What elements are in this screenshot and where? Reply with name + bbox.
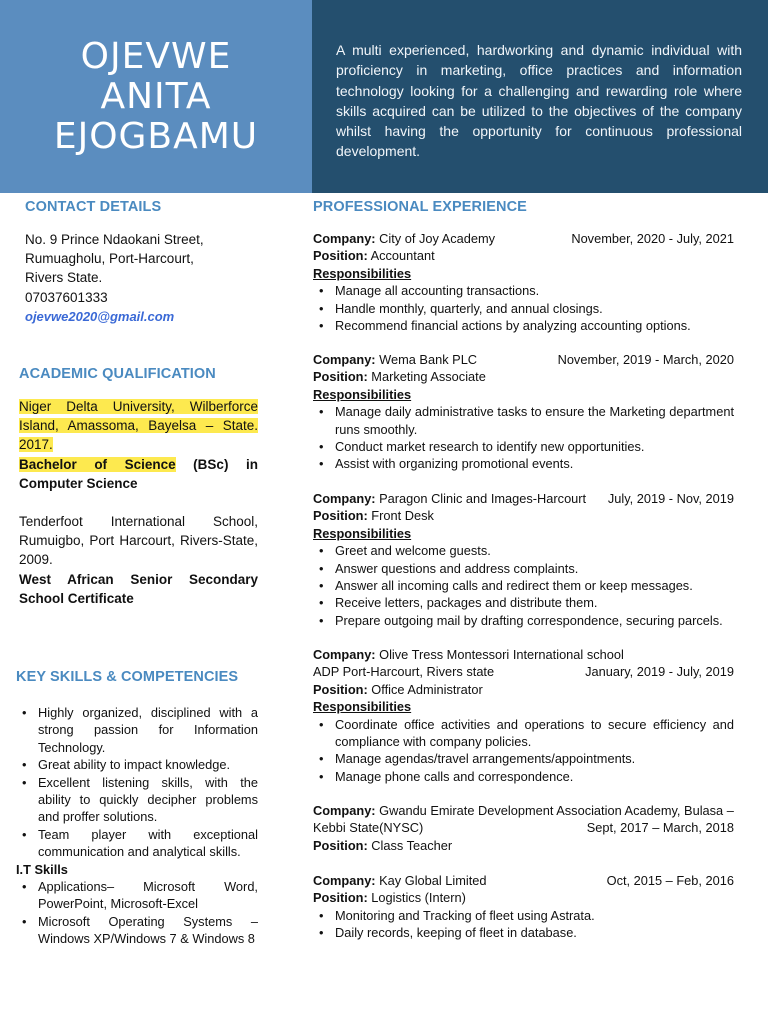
- company-label: Company:: [313, 491, 376, 506]
- company-label: Company:: [313, 352, 376, 367]
- job-dates: November, 2020 - July, 2021: [571, 231, 734, 246]
- address-line: Rivers State.: [25, 270, 103, 286]
- position-label: Position:: [313, 837, 368, 853]
- position-label: Position:: [313, 681, 368, 697]
- position-title: Class Teacher: [367, 837, 453, 853]
- job-entry: [313, 230, 734, 334]
- company-label: Company:: [313, 647, 376, 662]
- list-item: • Answer questions and address complaints.: [313, 560, 734, 577]
- degree-title: Bachelor of Science: [19, 456, 176, 472]
- it-skills-heading: I.T Skills: [16, 861, 68, 877]
- responsibilities-label: Responsibilities: [313, 699, 412, 715]
- list-item: • Highly organized, disciplined with a strong passion for Information Technology.: [16, 704, 258, 756]
- list-item: • Daily records, keeping of fleet in database.: [313, 924, 734, 941]
- list-item: • Manage daily administrative tasks to ensure the Marketing department runs smoothly.: [313, 403, 734, 438]
- list-item: • Manage phone calls and correspondence.: [313, 768, 734, 785]
- list-item: • Applications– Microsoft Word, PowerPoint, Microsoft-Excel: [16, 878, 258, 913]
- name-first: OJEVWE: [80, 35, 232, 77]
- job-dates: Oct, 2015 – Feb, 2016: [606, 873, 734, 888]
- list-item: • Greet and welcome guests.: [313, 542, 734, 559]
- summary-banner: [312, 0, 768, 193]
- name-last: EJOGBAMU: [53, 115, 259, 157]
- list-item: • Great ability to impact knowledge.: [16, 756, 258, 773]
- experience-heading: PROFESSIONAL EXPERIENCE: [313, 199, 527, 215]
- name-banner: [0, 0, 312, 193]
- contact-heading: CONTACT DETAILS: [25, 199, 162, 215]
- address-line: Rumuagholu, Port-Harcourt,: [25, 251, 194, 267]
- responsibilities-label: Responsibilities: [313, 386, 412, 402]
- job-dates: July, 2019 - Nov, 2019: [607, 491, 734, 506]
- academic-qualifications: [19, 397, 258, 608]
- company-label: Company:: [313, 803, 376, 818]
- list-item: • Team player with exceptional communication and analytical skills.: [16, 826, 258, 861]
- list-item: • Coordinate office activities and operations to secure efficiency and compliance with company policies.: [313, 716, 734, 751]
- position-title: Marketing Associate: [367, 369, 486, 385]
- list-item: • Monitoring and Tracking of fleet using Astrata.: [313, 907, 734, 924]
- school-entry: Tenderfoot International School, Rumuigbo, Port Harcourt, Rivers-State, 2009.: [19, 514, 258, 568]
- list-item: • Recommend financial actions by analyzing accounting options.: [313, 317, 734, 334]
- company-name: Kay Global Limited: [375, 873, 487, 888]
- company-name: City of Joy Academy: [375, 231, 496, 246]
- list-item: • Receive letters, packages and distribute them.: [313, 594, 734, 611]
- job-entry: [313, 351, 734, 473]
- list-item: • Answer all incoming calls and redirect them or keep messages.: [313, 577, 734, 594]
- position-title: Front Desk: [367, 508, 434, 524]
- company-name: Wema Bank PLC: [375, 352, 478, 367]
- skills-list: [16, 704, 258, 861]
- position-title: Logistics (Intern): [367, 890, 466, 906]
- email-link[interactable]: ojevwe2020@gmail.com: [25, 308, 175, 324]
- list-item: • Manage all accounting transactions.: [313, 282, 734, 299]
- position-label: Position:: [313, 508, 368, 524]
- job-entry: [313, 490, 734, 629]
- degree-detail: (BSc) in Computer Science: [19, 456, 258, 491]
- skills-heading: KEY SKILLS & COMPETENCIES: [16, 669, 239, 685]
- company-label: Company:: [313, 873, 376, 888]
- responsibilities-label: Responsibilities: [313, 525, 412, 541]
- position-title: Office Administrator: [367, 681, 483, 697]
- name-middle: ANITA: [100, 75, 212, 117]
- list-item: • Handle monthly, quarterly, and annual closings.: [313, 300, 734, 317]
- list-item: • Microsoft Operating Systems – Windows XP/Windows 7 & Windows 8: [16, 913, 258, 948]
- address-line: No. 9 Prince Ndaokani Street,: [25, 232, 204, 247]
- list-item: • Conduct market research to identify new opportunities.: [313, 438, 734, 455]
- company-label: Company:: [313, 231, 376, 246]
- profile-summary: A multi experienced, hardworking and dynamic individual with proficiency in marketing, office practices and information technology looking for a challenging and rewarding role where skills acquired can be utilized to the objectives of the company whilst having the opportunity for continuous professional development.: [336, 42, 742, 160]
- list-item: • Excellent listening skills, with the ability to quickly decipher problems and proffer solutions.: [16, 774, 258, 826]
- list-item: • Prepare outgoing mail by drafting correspondence, securing parcels.: [313, 612, 734, 629]
- list-item: • Manage agendas/travel arrangements/appointments.: [313, 750, 734, 767]
- position-label: Position:: [313, 890, 368, 906]
- company-name: Olive Tress Montessori International school: [375, 647, 624, 662]
- position-label: Position:: [313, 248, 368, 264]
- academic-heading: ACADEMIC QUALIFICATION: [19, 366, 216, 382]
- company-name: Paragon Clinic and Images-Harcourt: [375, 491, 587, 506]
- position-title: Accountant: [367, 248, 435, 264]
- university-entry: Niger Delta University, Wilberforce Island, Amassoma, Bayelsa – State. 2017.: [19, 399, 258, 453]
- position-label: Position:: [313, 369, 368, 385]
- phone-number: 07037601333: [25, 289, 108, 305]
- job-entry: [313, 646, 734, 785]
- job-entry: [313, 872, 734, 942]
- list-item: • Assist with organizing promotional events.: [313, 455, 734, 472]
- job-entry: [313, 802, 734, 854]
- company-location: ADP Port-Harcourt, Rivers state: [313, 664, 495, 680]
- responsibilities-label: Responsibilities: [313, 265, 412, 281]
- it-skills-list: [16, 878, 258, 948]
- job-dates: January, 2019 - July, 2019: [585, 664, 734, 680]
- contact-details: [25, 230, 285, 326]
- certificate-title: West African Senior Secondary School Certificate: [19, 571, 258, 606]
- skills-section: [16, 704, 258, 948]
- company-name: Gwandu Emirate Development Association Academy, Bulasa –: [375, 803, 734, 818]
- job-dates: November, 2019 - March, 2020: [557, 352, 734, 367]
- company-location: Kebbi State(NYSC): [313, 820, 424, 836]
- job-dates: Sept, 2017 – March, 2018: [586, 820, 734, 836]
